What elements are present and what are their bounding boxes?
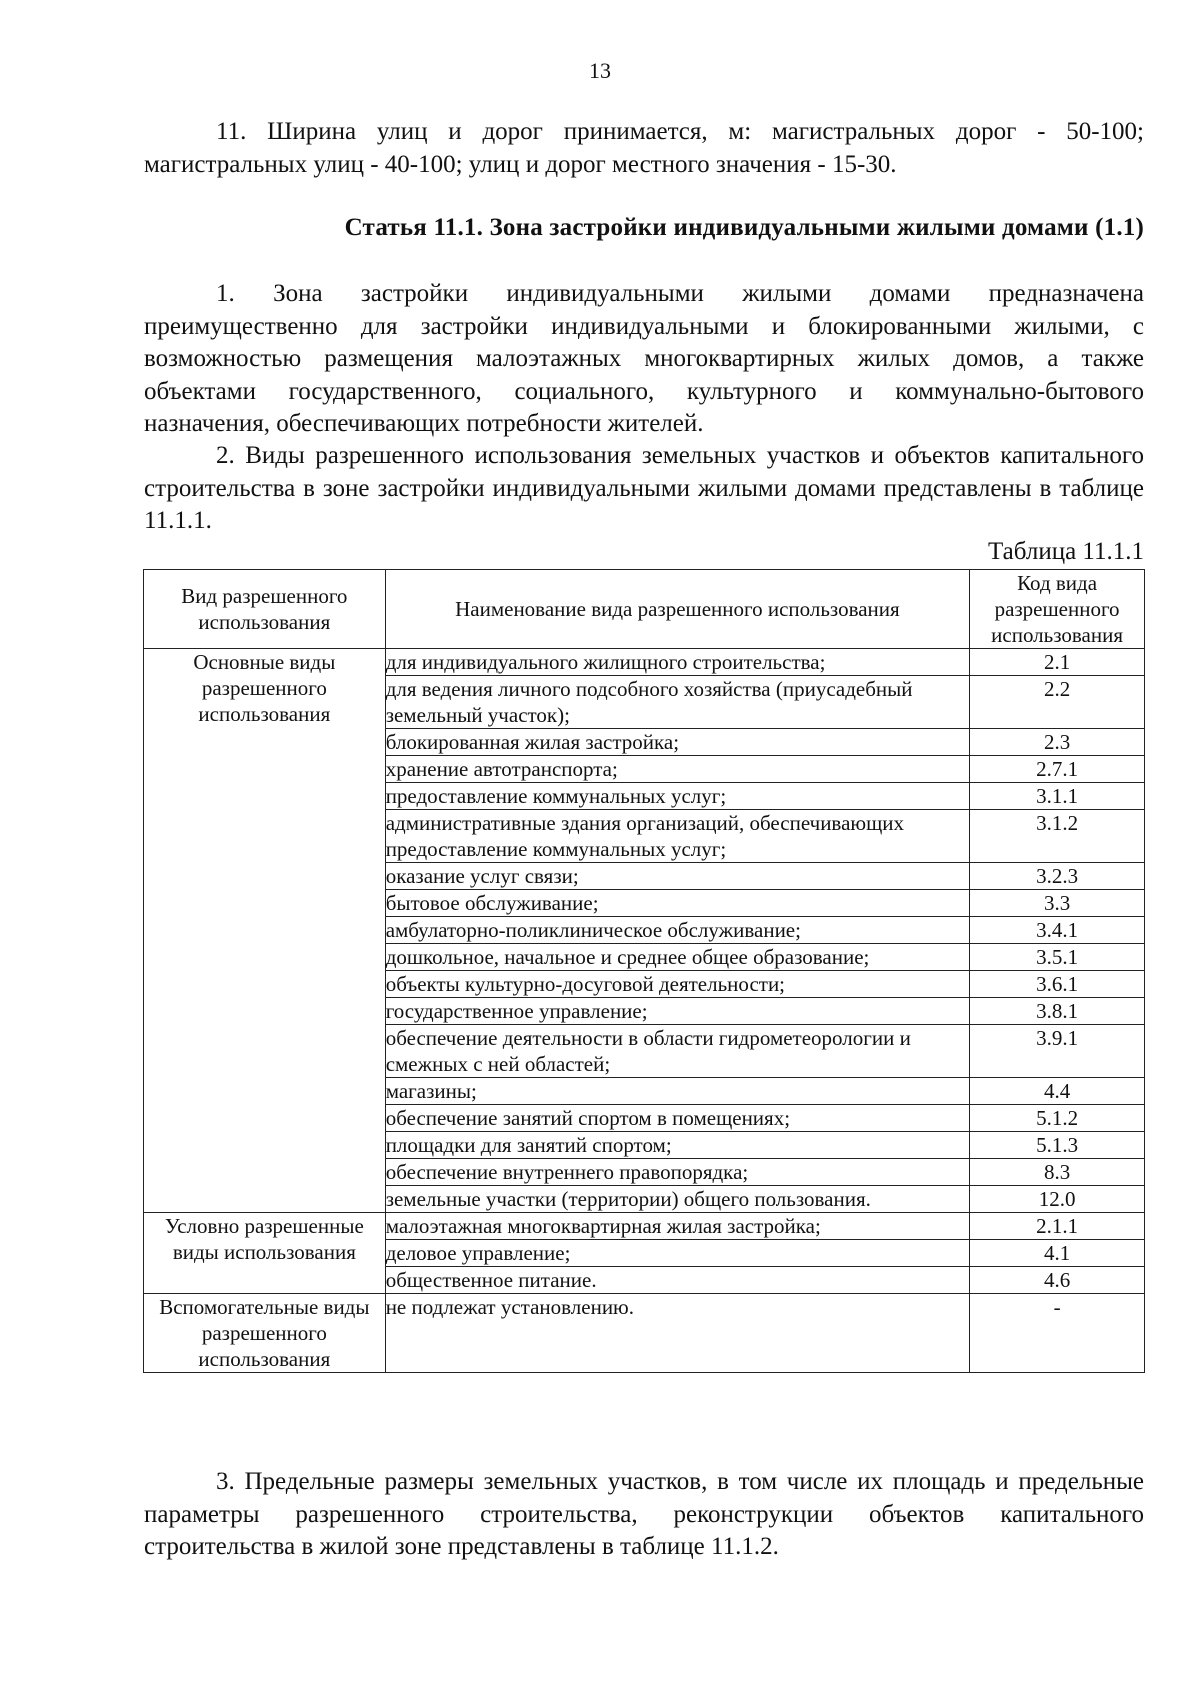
use-code-cell: 2.7.1 — [970, 756, 1145, 783]
article-heading: Статья 11.1. Зона застройки индивидуальными жилыми домами (1.1) — [344, 214, 1144, 241]
use-code-cell: 4.1 — [970, 1240, 1145, 1267]
use-name-cell: блокированная жилая застройка; — [385, 729, 969, 756]
table-row — [144, 1213, 1145, 1240]
use-name-cell: земельные участки (территории) общего пользования. — [385, 1186, 969, 1213]
use-code-cell: 8.3 — [970, 1159, 1145, 1186]
use-name-cell: хранение автотранспорта; — [385, 756, 969, 783]
use-code-cell: 3.4.1 — [970, 917, 1145, 944]
use-code-cell: 2.1.1 — [970, 1213, 1145, 1240]
use-code-cell: 3.6.1 — [970, 971, 1145, 998]
use-name-cell: малоэтажная многоквартирная жилая застройка; — [385, 1213, 969, 1240]
use-name-cell: предоставление коммунальных услуг; — [385, 783, 969, 810]
use-code-cell: 2.2 — [970, 676, 1145, 729]
use-name-cell: обеспечение занятий спортом в помещениях; — [385, 1105, 969, 1132]
header-use-name: Наименование вида разрешенного использования — [385, 570, 969, 649]
table-caption: Таблица 11.1.1 — [988, 538, 1144, 565]
use-code-cell: 3.9.1 — [970, 1025, 1145, 1078]
use-name-cell: государственное управление; — [385, 998, 969, 1025]
use-code-cell: 3.1.1 — [970, 783, 1145, 810]
use-group-label: Основные виды разрешенного использования — [144, 649, 386, 1213]
use-name-cell: не подлежат установлению. — [385, 1294, 969, 1373]
use-code-cell: 3.3 — [970, 890, 1145, 917]
use-code-cell: 5.1.3 — [970, 1132, 1145, 1159]
use-name-cell: магазины; — [385, 1078, 969, 1105]
paragraph-size-limits: 3. Предельные размеры земельных участков, в том числе их площадь и предельные параметры разрешенного строительства, реконструкции объектов капитального строительства в жилой зоне представлены в таблице 11.1.2. — [144, 1468, 1144, 1560]
use-code-cell: 4.6 — [970, 1267, 1145, 1294]
use-code-cell: 5.1.2 — [970, 1105, 1145, 1132]
table-row — [144, 649, 1145, 676]
use-group-label: Условно разрешенные виды использования — [144, 1213, 386, 1294]
use-code-cell: 12.0 — [970, 1186, 1145, 1213]
use-name-cell: амбулаторно-поликлиническое обслуживание; — [385, 917, 969, 944]
use-name-cell: для индивидуального жилищного строительства; — [385, 649, 969, 676]
paragraph-street-width: 11. Ширина улиц и дорог принимается, м: магистральных дорог - 50-100; магистральных улиц - 40-100; улиц и дорог местного значения - 15-30. — [144, 118, 1144, 178]
table-body — [144, 649, 1145, 1373]
use-code-cell: 3.5.1 — [970, 944, 1145, 971]
paragraph-permitted-uses: 2. Виды разрешенного использования земельных участков и объектов капитального строительства в зоне застройки индивидуальными жилыми домами представлены в таблице 11.1.1. — [144, 442, 1144, 534]
table-row — [144, 1294, 1145, 1373]
use-code-cell: 2.1 — [970, 649, 1145, 676]
use-name-cell: площадки для занятий спортом; — [385, 1132, 969, 1159]
use-code-cell: 4.4 — [970, 1078, 1145, 1105]
use-name-cell: общественное питание. — [385, 1267, 969, 1294]
use-name-cell: деловое управление; — [385, 1240, 969, 1267]
use-code-cell: 3.1.2 — [970, 810, 1145, 863]
paragraph-zone-purpose: 1. Зона застройки индивидуальными жилыми домами предназначена преимущественно для застройки индивидуальными и блокированными жилыми, с возможностью размещения малоэтажных многоквартирных жилых домов, а также объектами государственного, социального, культурного и коммунально-бытового назначения, обеспечивающих потребности жителей. — [144, 280, 1144, 437]
permitted-use-table — [143, 569, 1145, 1373]
use-name-cell: объекты культурно-досуговой деятельности; — [385, 971, 969, 998]
use-name-cell: оказание услуг связи; — [385, 863, 969, 890]
use-code-cell: 2.3 — [970, 729, 1145, 756]
use-name-cell: обеспечение деятельности в области гидрометеорологии и смежных с ней областей; — [385, 1025, 969, 1078]
use-name-cell: дошкольное, начальное и среднее общее образование; — [385, 944, 969, 971]
table-header-row — [144, 570, 1145, 649]
use-group-label: Вспомогательные виды разрешенного использования — [144, 1294, 386, 1373]
use-code-cell: 3.8.1 — [970, 998, 1145, 1025]
page-number: 13 — [589, 58, 611, 83]
use-name-cell: административные здания организаций, обеспечивающих предоставление коммунальных услуг; — [385, 810, 969, 863]
header-use-code: Код вида разрешенного использования — [970, 570, 1145, 649]
use-code-cell: - — [970, 1294, 1145, 1373]
use-code-cell: 3.2.3 — [970, 863, 1145, 890]
use-name-cell: для ведения личного подсобного хозяйства (приусадебный земельный участок); — [385, 676, 969, 729]
header-use-type: Вид разрешенного использования — [144, 570, 386, 649]
use-name-cell: обеспечение внутреннего правопорядка; — [385, 1159, 969, 1186]
use-name-cell: бытовое обслуживание; — [385, 890, 969, 917]
